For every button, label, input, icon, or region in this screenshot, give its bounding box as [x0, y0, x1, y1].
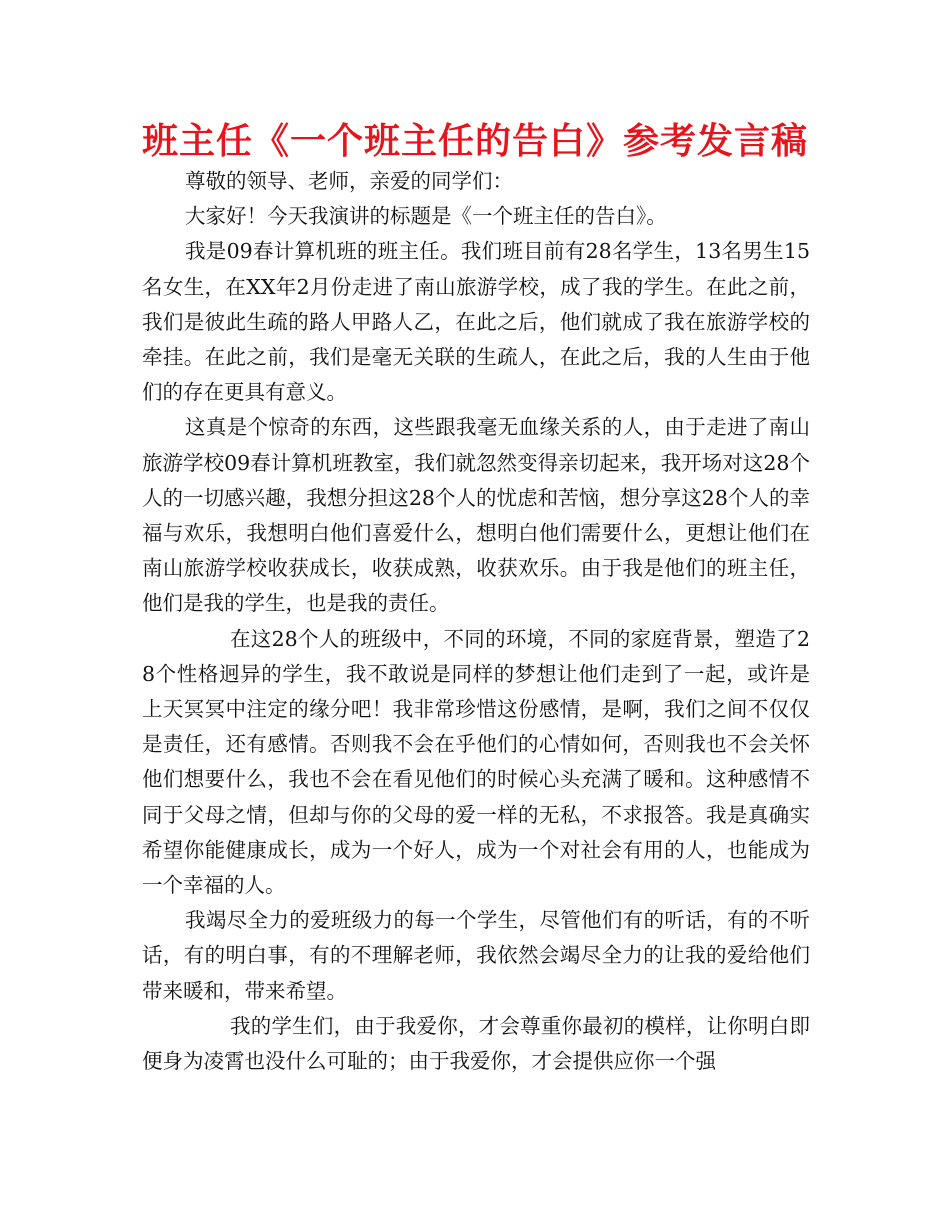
paragraph-class-info: 我是09春计算机班的班主任。我们班目前有28名学生，13名男生15名女生，在XX年2月份走进了南山旅游学校，成了我的学生。在此之前，我们是彼此生疏的路人甲路人乙，在此之后，他们就成了我在旅游学校的牵挂。在此之前，我们是毫无关联的生疏人，在此之后，我的人生由于他们的存在更具有意义。	[142, 239, 810, 405]
paragraph-love: 我的学生们，由于我爱你，才会尊重你最初的模样，让你明白即便身为凌霄也没什么可耻的；由于我爱你，才会提供应你一个强	[142, 1013, 810, 1074]
paragraph-greeting: 尊敬的领导、老师，亲爱的同学们：	[185, 169, 513, 193]
paragraph-feelings: 在这28个人的班级中，不同的环境，不同的家庭背景，塑造了28个性格迥异的学生，我不敢说是同样的梦想让他们走到了一起，或许是上天冥冥中注定的缘分吧！我非常珍惜这份感情，是啊，我们之间不仅仅是责任，还有感情。否则我不会在乎他们的心情如何，否则我也不会关怀他们想要什么，我也不会在看见他们的时候心头充满了暖和。这种感情不同于父母之情，但却与你的父母的爱一样的无私，不求报答。我是真确实希望你能健康成长，成为一个好人，成为一个对社会有用的人，也能成为一个幸福的人。	[142, 626, 810, 898]
document-title: 班主任《一个班主任的告白》参考发言稿	[141, 121, 808, 162]
paragraph-effort: 我竭尽全力的爱班级力的每一个学生，尽管他们有的听话，有的不听话，有的明白事，有的不理解老师，我依然会竭尽全力的让我的爱给他们带来暖和，带来希望。	[142, 908, 810, 1003]
paragraph-connection: 这真是个惊奇的东西，这些跟我毫无血缘关系的人，由于走进了南山旅游学校09春计算机班教室，我们就忽然变得亲切起来，我开场对这28个人的一切感兴趣，我想分担这28个人的忧虑和苦恼，想分享这28个人的幸福与欢乐，我想明白他们喜爱什么，想明白他们需要什么，更想让他们在南山旅游学校收获成长，收获成熟，收获欢乐。由于我是他们的班主任，他们是我的学生，也是我的责任。	[142, 415, 810, 616]
document-body	[142, 164, 810, 1079]
paragraph-intro: 大家好！今天我演讲的标题是《一个班主任的告白》。	[185, 204, 667, 229]
